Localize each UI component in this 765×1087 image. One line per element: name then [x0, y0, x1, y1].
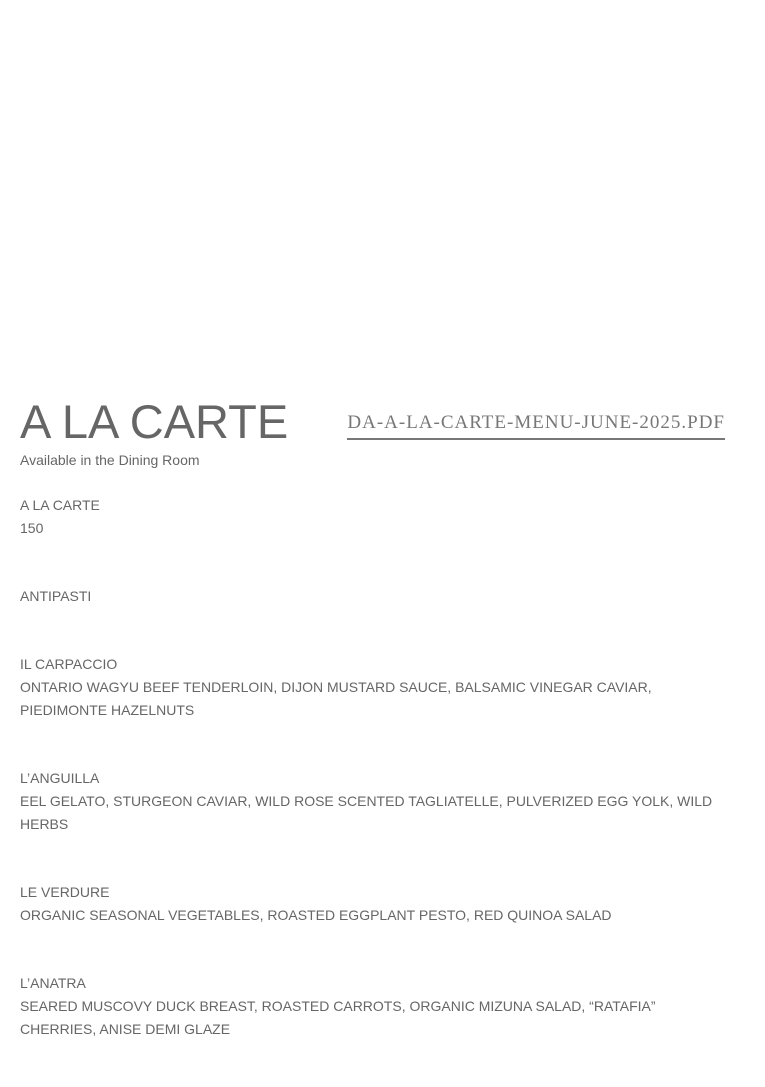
- menu-item-name: L’ANGUILLA: [20, 770, 100, 786]
- menu-item-name: L’ANATRA: [20, 975, 86, 991]
- menu-category-title: ANTIPASTI: [20, 588, 92, 604]
- menu-item: [20, 881, 725, 927]
- menu-price: 150: [20, 520, 44, 536]
- menu-item-name: LE VERDURE: [20, 884, 110, 900]
- spacer: [20, 722, 725, 767]
- menu-item-description: EEL GELATO, STURGEON CAVIAR, WILD ROSE SCENTED TAGLIATELLE, PULVERIZED EGG YOLK, WILD HERBS: [20, 793, 713, 832]
- menu-section-title: A LA CARTE: [20, 497, 100, 513]
- spacer: [20, 836, 725, 881]
- menu-item: [20, 972, 725, 1041]
- menu-list: [20, 494, 725, 1041]
- menu-item: [20, 767, 725, 836]
- menu-item-description: SEARED MUSCOVY DUCK BREAST, ROASTED CARROTS, ORGANIC MIZUNA SALAD, “RATAFIA” CHERRIES, ANISE DEMI GLAZE: [20, 998, 656, 1037]
- menu-item-description: ONTARIO WAGYU BEEF TENDERLOIN, DIJON MUSTARD SAUCE, BALSAMIC VINEGAR CAVIAR, PIEDIMONTE HAZELNUTS: [20, 679, 652, 718]
- menu-item: [20, 653, 725, 722]
- spacer: [20, 608, 725, 653]
- menu-item-description: ORGANIC SEASONAL VEGETABLES, ROASTED EGGPLANT PESTO, RED QUINOA SALAD: [20, 907, 612, 923]
- spacer: [20, 927, 725, 972]
- menu-pdf-download-link[interactable]: DA-A-LA-CARTE-MENU-JUNE-2025.PDF: [347, 412, 725, 440]
- page-subtitle: Available in the Dining Room: [20, 452, 200, 468]
- page-title: A LA CARTE: [20, 395, 289, 448]
- menu-header: [20, 396, 725, 446]
- menu-item-name: IL CARPACCIO: [20, 656, 118, 672]
- spacer: [20, 540, 725, 585]
